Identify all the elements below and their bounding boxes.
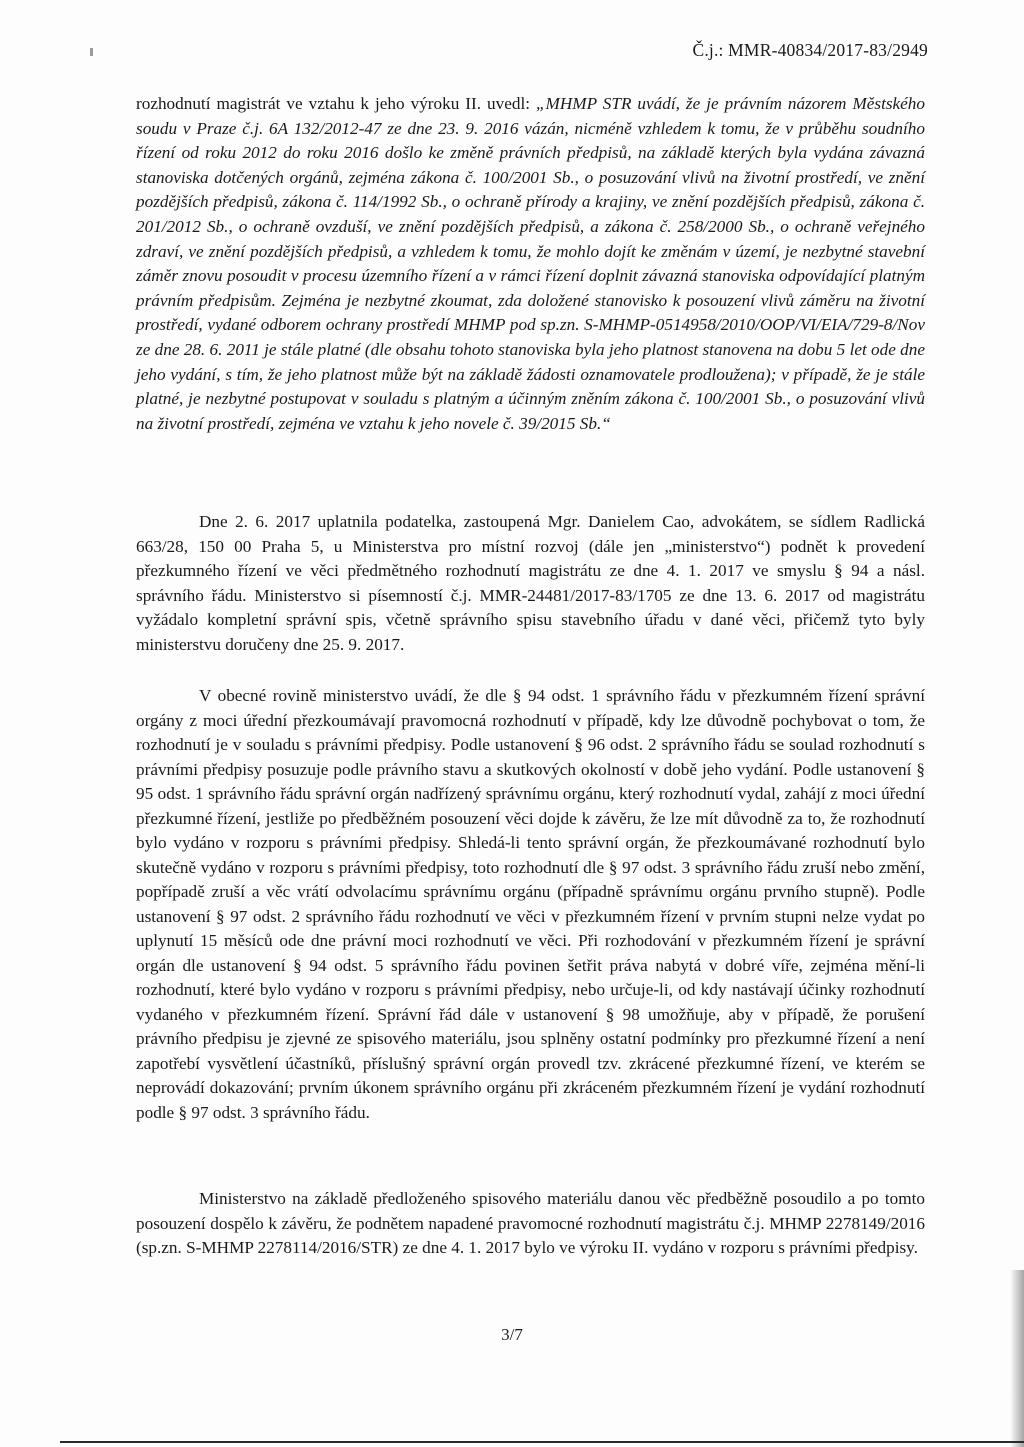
paragraph-initiative: Dne 2. 6. 2017 uplatnila podatelka, zastoupená Mgr. Danielem Cao, advokátem, se sídlem Radlická 663/28, 150 00 Praha 5, u Ministerstva pro místní rozvoj (dále jen „ministerstvo“) podnět k provedení přezkumného řízení ve věci předmětného rozhodnutí magistrátu ze dne 4. 1. 2017 ve smyslu § 94 a násl. správního řádu. Ministerstvo si písemností č.j. MMR-24481/2017-83/1705 ze dne 13. 6. 2017 od magistrátu vyžádalo kompletní správní spis, včetně správního spisu stavebního úřadu v dané věci, přičemž tyto byly ministerstvu doručeny dne 25. 9. 2017. <box>136 512 925 654</box>
quote-text: „MHMP STR uvádí, že je právním názorem Městského soudu v Praze č.j. 6A 132/2012-47 ze dne 23. 9. 2016 vázán, nicméně vzhledem k tomu, že v průběhu soudního řízení od roku 2012 do roku 2016 došlo ke změně právních předpisů, na základě kterých byla vydána závazná stanoviska dotčených orgánů, zejména zákona č. 100/2001 Sb., o posuzování vlivů na životní prostředí, ve znění pozdějších předpisů, zákona č. 114/1992 Sb., o ochraně přírody a krajiny, ve znění pozdějších předpisů, zákona č. 201/2012 Sb., o ochraně ovzduší, ve znění pozdějších předpisů, a zákona č. 258/2000 Sb., o ochraně veřejného zdraví, ve znění pozdějších předpisů, a vzhledem k tomu, že mohlo dojít ke změnám v území, je nezbytné stavební záměr znovu posoudit v procesu územního řízení a v rámci řízení doplnit závazná stanoviska odpovídající platným právním předpisům. Zejména je nezbytné zkoumat, zda doložené stanovisko k posouzení vlivů záměru na životní prostředí, vydané odborem ochrany prostředí MHMP pod sp.zn. S-MHMP-0514958/2010/OOP/VI/EIA/729-8/Nov ze dne 28. 6. 2011 je stále platné (dle obsahu tohoto stanoviska byla jeho platnost stanovena na dobu 5 let ode dne jeho vydání, s tím, že jeho platnost může být na základě žádosti oznamovatele prodloužena); v případě, že je stále platné, je nezbytné postupovat v souladu s platným a účinným zněním zákona č. 100/2001 Sb., o posuzování vlivů na životní prostředí, zejména ve vztahu k jeho novele č. 39/2015 Sb.“ <box>136 94 925 433</box>
paragraph-conclusion: Ministerstvo na základě předloženého spisového materiálu danou věc předběžně posoudilo a po tomto posouzení dospělo k závěru, že podnětem napadené pravomocné rozhodnutí magistrátu č.j. MHMP 2278149/2016 (sp.zn. S-MHMP 2278114/2016/STR) ze dne 4. 1. 2017 bylo ve výroku II. vydáno v rozporu s právními předpisy. <box>136 1189 925 1257</box>
quote-lead-text: rozhodnutí magistrát ve vztahu k jeho výroku II. uvedl: <box>136 94 536 113</box>
quoted-paragraph <box>136 92 925 436</box>
scan-speck <box>90 48 93 56</box>
page-number: 3/7 <box>501 1325 523 1344</box>
paragraph-general-rules: V obecné rovině ministerstvo uvádí, že dle § 94 odst. 1 správního řádu v přezkumném řízení správní orgány z moci úřední přezkoumávají pravomocná rozhodnutí v případě, kdy lze důvodně pochybovat o tom, že rozhodnutí je v souladu s právními předpisy. Podle ustanovení § 96 odst. 2 správního řádu se soulad rozhodnutí s právními předpisy posuzuje podle právního stavu a skutkových okolností v době jeho vydání. Podle ustanovení § 95 odst. 1 správního řádu správní orgán nadřízený správnímu orgánu, který rozhodnutí vydal, zahájí z moci úřední přezkumné řízení, jestliže po předběžném posouzení věci dojde k závěru, že lze mít důvodně za to, že rozhodnutí bylo vydáno v rozporu s právními předpisy. Shledá-li tento správní orgán, že přezkoumávané rozhodnutí bylo skutečně vydáno v rozporu s právními předpisy, toto rozhodnutí dle § 97 odst. 3 správního řádu zruší nebo změní, popřípadě zruší a věc vrátí odvolacímu správnímu orgánu (případně správnímu orgánu prvního stupně). Podle ustanovení § 97 odst. 2 správního řádu rozhodnutí ve věci v přezkumném řízení v prvním stupni nelze vydat po uplynutí 15 měsíců ode dne právní moci rozhodnutí ve věci. Při rozhodování v přezkumném řízení je správní orgán dle ustanovení § 94 odst. 5 správního řádu povinen šetřit práva nabytá v dobré víře, zejména mění-li rozhodnutí, které bylo vydáno v rozporu s právními předpisy, nebo určuje-li, od kdy nastávají účinky rozhodnutí vydaného v přezkumném řízení. Správní řád dále v ustanovení § 98 umožňuje, aby v případě, že porušení právního předpisu je zjevné ze spisového materiálu, jsou splněny ostatní podmínky pro přezkumné řízení a není zapotřebí vysvětlení účastníků, příslušný správní orgán provedl tzv. zkrácené přezkumné řízení, ve kterém se neprovádí dokazování; prvním úkonem správního orgánu při zkráceném přezkumném řízení je vydání rozhodnutí podle § 97 odst. 3 správního řádu. <box>136 686 925 1122</box>
reference-number: Č.j.: MMR-40834/2017-83/2949 <box>692 40 928 60</box>
scan-edge-shadow <box>1010 1270 1024 1447</box>
scan-edge-line <box>60 1441 1024 1443</box>
